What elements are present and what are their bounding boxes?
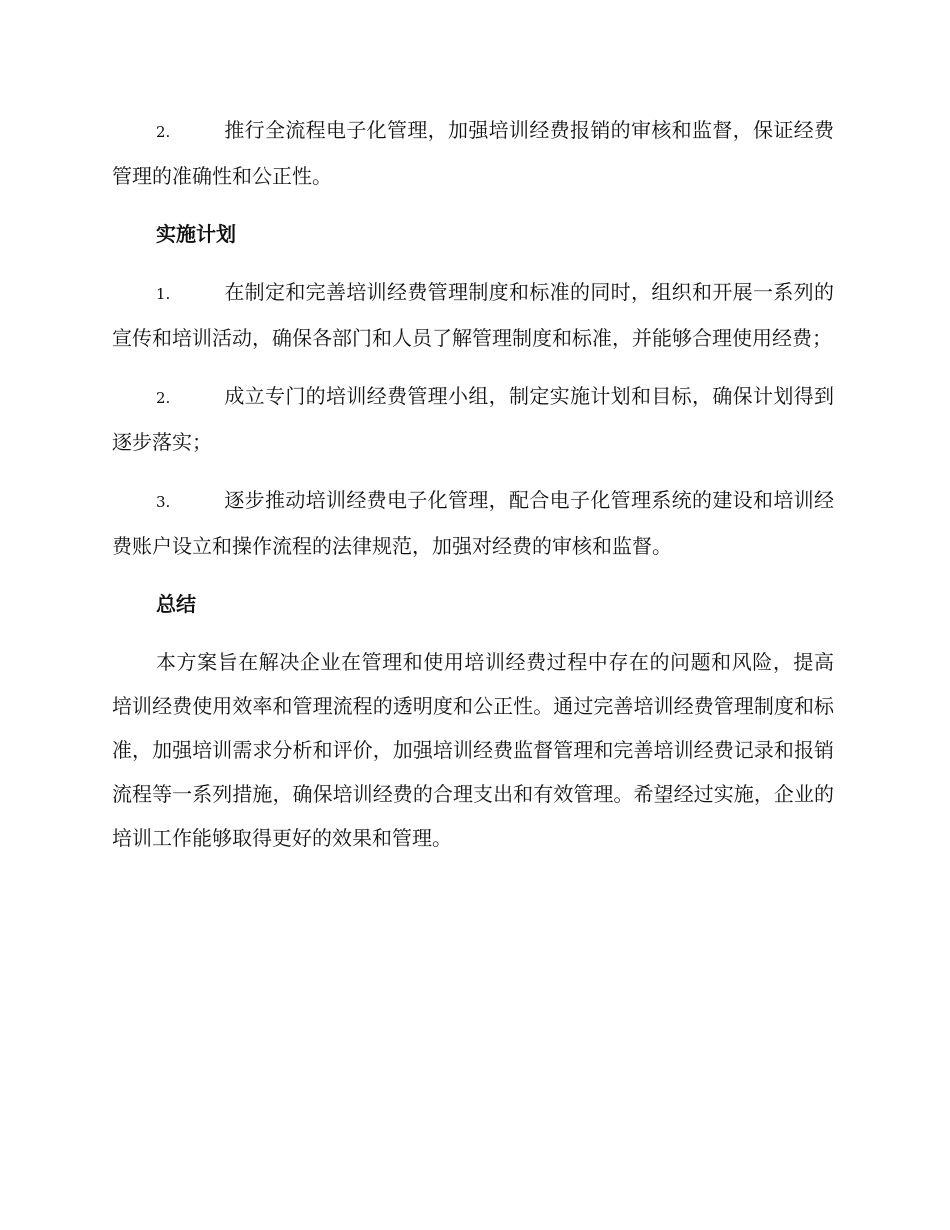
list-number: 1. [156,285,171,303]
list-text: 成立专门的培训经费管理小组，制定实施计划和目标，确保计划得到逐步落实； [112,384,834,454]
list-number: 2. [156,123,171,141]
list-number: 3. [156,493,171,511]
section-heading-summary: 总结 [156,592,196,616]
summary-paragraph: 本方案旨在解决企业在管理和使用培训经费过程中存在的问题和风险，提高培训经费使用效率和管理流程的透明度和公正性。通过完善培训经费管理制度和标准，加强培训需求分析和评价，加强培训经费监督管理和完善培训经费记录和报销流程等一系列措施，确保培训经费的合理支出和有效管理。希望经过实施，企业的培训工作能够取得更好的效果和管理。 [112,650,834,850]
plan-item-3 [112,478,834,568]
plan-item-2 [112,374,834,464]
plan-item-1 [112,270,834,360]
document-page [112,108,834,860]
list-item-top-2 [112,108,834,198]
list-number: 2. [156,389,171,407]
list-text: 在制定和完善培训经费管理制度和标准的同时，组织和开展一系列的宣传和培训活动，确保各部门和人员了解管理制度和标准，并能够合理使用经费； [112,280,834,350]
list-text: 推行全流程电子化管理，加强培训经费报销的审核和监督，保证经费管理的准确性和公正性。 [112,118,834,188]
list-text: 逐步推动培训经费电子化管理，配合电子化管理系统的建设和培训经费账户设立和操作流程的法律规范，加强对经费的审核和监督。 [112,488,834,558]
section-heading-plan: 实施计划 [156,222,236,246]
